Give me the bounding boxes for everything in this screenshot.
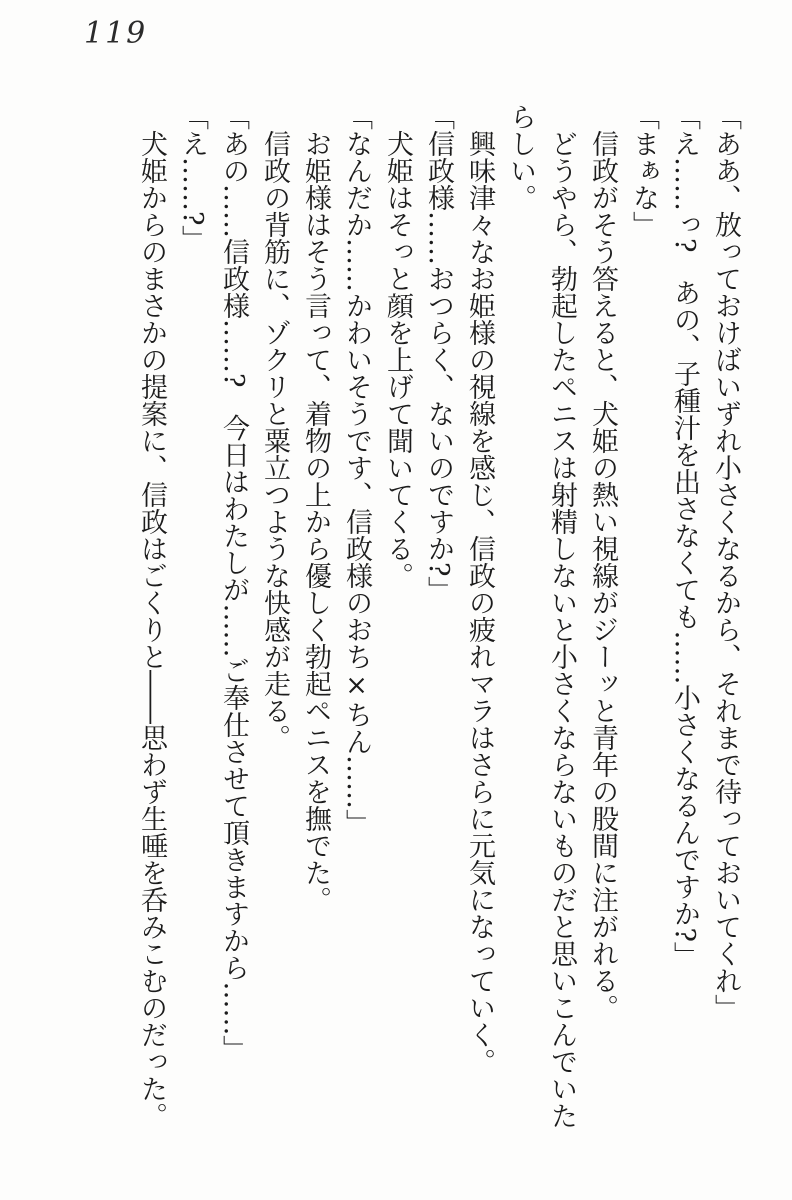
dialogue-line: 「え……?」 [177,103,208,253]
dialogue-line: 「え……っ? あの、子種汁を出さなくても……小さくなるんですか?」 [669,103,700,969]
narrative-line: 犬姫はそっと顔を上げて聞いてくる。 [382,130,413,589]
dialogue-line: 「まぁな」 [628,103,659,238]
dialogue-line: 「ああ、放っておけばいずれ小さくなるから、それまで待っておいてくれ」 [710,103,741,1021]
narrative-line: お姫様はそう言って、着物の上から優しく勃起ペニスを撫でた。 [300,130,331,913]
narrative-line: 興味津々なお姫様の視線を感じ、信政の疲れマラはさらに元気になっていく。 [464,130,495,1075]
dialogue-line: 「信政様……おつらく、ないのですか?」 [423,103,454,604]
dialogue-line: 「あの……信政様……? 今日はわたしが……ご奉仕させて頂きますから……」 [218,103,249,1063]
page-number: 119 [84,16,148,51]
vertical-text-block [131,103,746,1138]
narrative-line: 信政がそう答えると、犬姫の熱い視線がジーッと青年の股間に注がれる。 [587,130,618,1021]
narrative-line: 信政の背筋に、ゾクリと粟立つような快感が走る。 [259,130,290,751]
narrative-line: 犬姫からのまさかの提案に、信政はごくりと――思わず生唾を呑みこむのだった。 [136,130,167,1129]
dialogue-line: 「なんだか……かわいそうです、信政様のおち×ちん……」 [341,103,372,836]
narrative-line: どうやら、勃起したペニスは射精しないと小さくならないものだと思いこんでいたらしい。 [505,103,577,1129]
